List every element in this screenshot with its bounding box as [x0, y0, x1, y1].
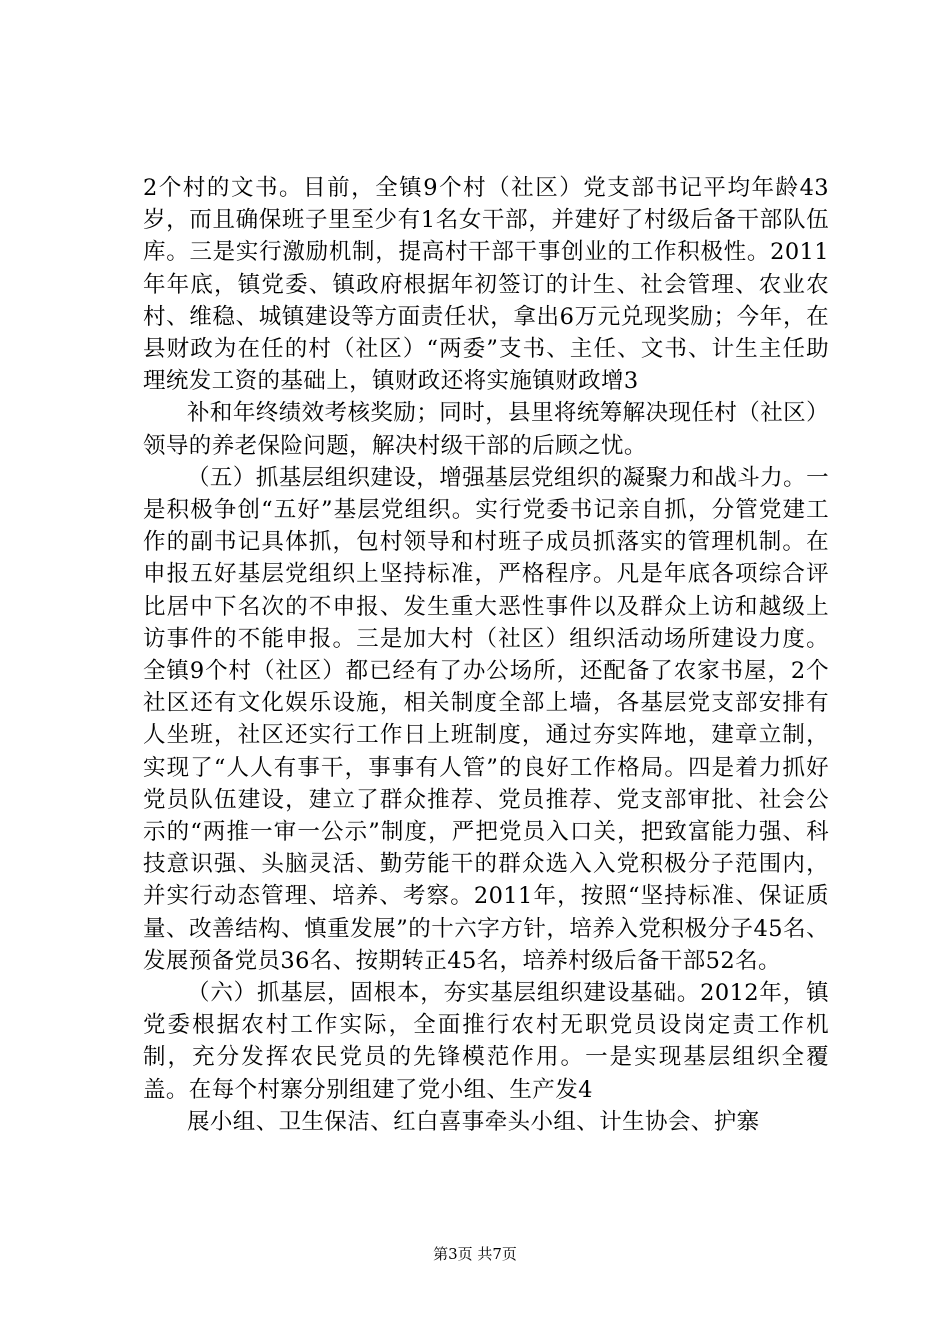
paragraph-3: （五）抓基层组织建设，增强基层党组织的凝聚力和战斗力。一是积极争创“五好”基层党组织。实行党委书记亲自抓，分管党建工作的副书记具体抓，包村领导和村班子成员抓落实的管理机制。在申报五好基层党组织上坚持标准，严格程序。凡是年底各项综合评比居中下名次的不申报、发生重大恶性事件以及群众上访和越级上访事件的不能申报。三是加大村（社区）组织活动场所建设力度。全镇9个村（社区）都已经有了办公场所，还配备了农家书屋，2个社区还有文化娱乐设施，相关制度全部上墙，各基层党支部安排有人坐班，社区还实行工作日上班制度，通过夯实阵地，建章立制，实现了“人人有事干，事事有人管”的良好工作格局。四是着力抓好党员队伍建设，建立了群众推荐、党员推荐、党支部审批、社会公示的“两推一审一公示”制度，严把党员入口关，把致富能力强、科技意识强、头脑灵活、勤劳能干的群众选入入党积极分子范围内，并实行动态管理、培养、考察。2011年，按照“坚持标准、保证质量、改善结构、慎重发展”的十六字方针，培养入党积极分子45名、发展预备党员36名、按期转正45名，培养村级后备干部52名。: [143, 464, 829, 974]
paragraph-5: 展小组、卫生保洁、红白喜事牵头小组、计生协会、护寨: [187, 1108, 760, 1135]
paragraph-4: （六）抓基层，固根本，夯实基层组织建设基础。2012年，镇党委根据农村工作实际，全面推行农村无职党员设岗定责工作机制，充分发挥农民党员的先锋模范作用。一是实现基层组织全覆盖。在每个村寨分别组建了党小组、生产发4: [143, 980, 829, 1103]
page-footer: 第3页 共7页: [433, 1245, 517, 1263]
paragraph-2: 补和年终绩效考核奖励；同时，县里将统筹解决现任村（社区）领导的养老保险问题，解决村级干部的后顾之忧。: [143, 400, 829, 459]
body-text: [143, 172, 829, 1138]
paragraph-1: 2个村的文书。目前，全镇9个村（社区）党支部书记平均年龄43岁，而且确保班子里至少有1名女干部，并建好了村级后备干部队伍库。三是实行激励机制，提高村干部干事创业的工作积极性。2011年年底，镇党委、镇政府根据年初签订的计生、社会管理、农业农村、维稳、城镇建设等方面责任状，拿出6万元兑现奖励；今年，在县财政为在任的村（社区）“两委”支书、主任、文书、计生主任助理统发工资的基础上，镇财政还将实施镇财政增3: [143, 175, 829, 395]
